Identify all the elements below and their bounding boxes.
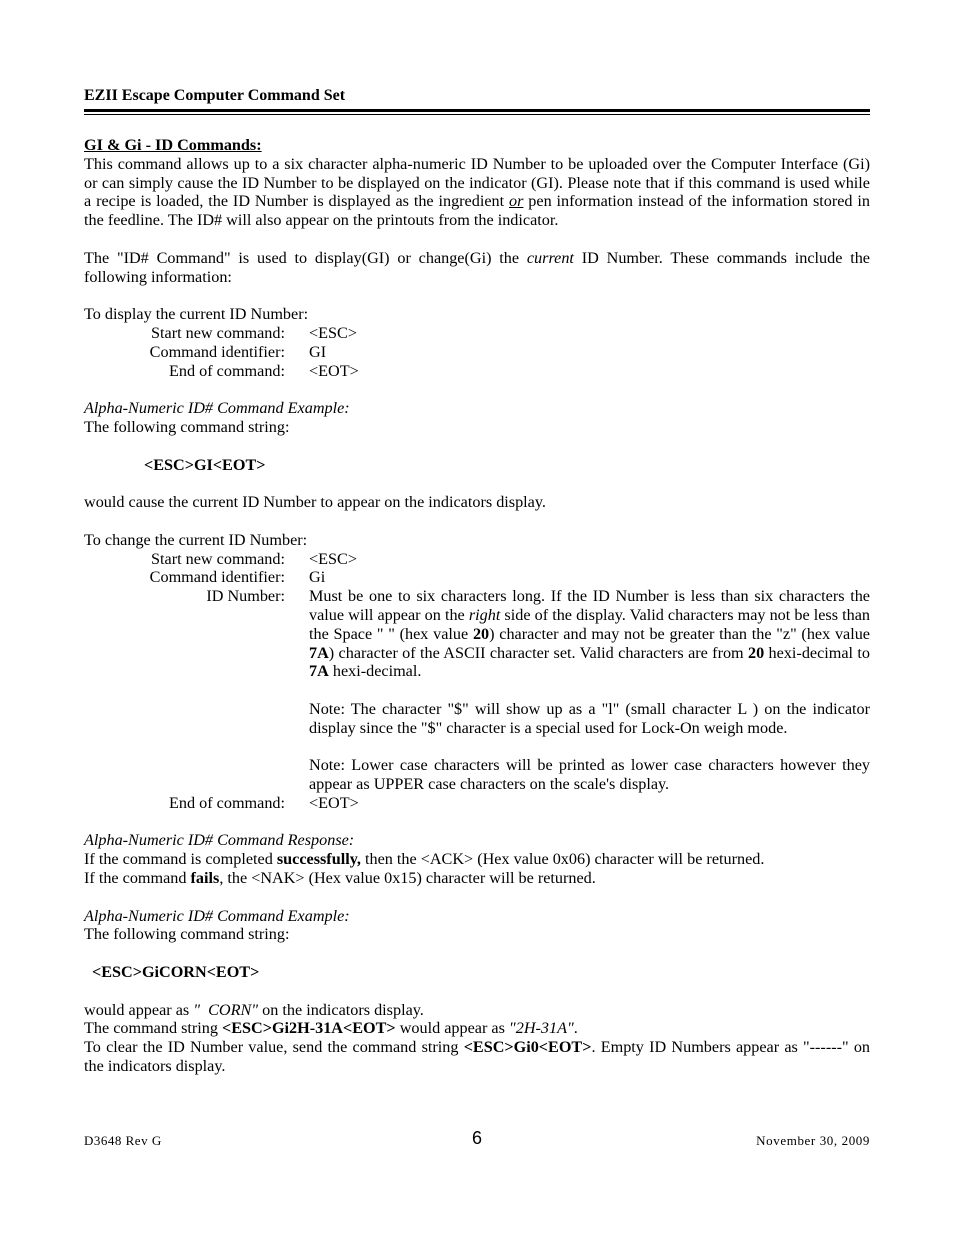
note-lowercase: Note: Lower case characters will be printed as lower case characters however they appear as UPPER case characters on the scale's display.: [309, 756, 870, 794]
intro-paragraph: [84, 155, 870, 230]
example2-command: <ESC>GiCORN<EOT>: [92, 963, 260, 982]
row-label: Command identifier:: [149, 568, 285, 587]
display-row: [84, 362, 870, 381]
change-row: [84, 794, 870, 813]
example-intro: The following command string:: [84, 417, 290, 436]
section-title: GI & Gi - ID Commands:: [84, 136, 262, 154]
intro-text-a: This command allows up to a six character alpha-numeric ID Number to be uploaded over the Computer Interface (Gi) or can simply cause the ID Number to be displayed on the indicator (GI). Please note that if this command is used while a recipe is loaded, the ID Number is displayed as the ingredient: [84, 154, 870, 211]
header-rule-thin: [84, 114, 870, 115]
change-heading: To change the current ID Number:: [84, 530, 308, 549]
id-number-description: Must be one to six characters long. If the ID Number is less than six characters the value will appear on the right side of the display. Valid characters may not be less than the Space " " (hex value 20) character and may not be greater than the "z" (hex value 7A) character of the ASCII character set. Valid characters are from 20 hexi-decimal to 7A hexi-decimal.: [309, 587, 870, 681]
display-heading: To display the current ID Number:: [84, 305, 309, 324]
display-row: [84, 324, 870, 343]
p2-text-a: The "ID# Command" is used to display(GI) or change(Gi) the: [84, 248, 527, 267]
row-label: Start new command:: [151, 549, 285, 568]
row-label: ID Number:: [206, 587, 285, 606]
example-result: would cause the current ID Number to appear on the indicators display.: [84, 493, 546, 512]
intro-text-b: pen information instead of the information stored in the feedline. The ID# will also appear on the printouts from the indicator.: [84, 192, 870, 230]
change-row: [84, 568, 870, 587]
page-footer: [84, 1128, 870, 1150]
p2-current: current: [526, 248, 574, 267]
example2-line3: To clear the ID Number value, send the command string <ESC>Gi0<EOT>. Empty ID Numbers appear as "------" on the indicators display.: [84, 1038, 871, 1076]
page-header-title: EZII Escape Computer Command Set: [84, 87, 346, 104]
response-success: If the command is completed successfully, then the <ACK> (Hex value 0x06) character will be returned.: [84, 850, 765, 869]
intro-or: or: [509, 192, 524, 211]
row-label: Command identifier:: [149, 342, 285, 361]
p2-text-b: ID Number. These commands include the following information:: [84, 248, 870, 286]
row-value: <ESC>: [309, 549, 357, 568]
footer-date: November 30, 2009: [756, 1133, 870, 1148]
example-command: <ESC>GI<EOT>: [144, 455, 266, 474]
display-row: [84, 343, 870, 362]
example2-line1: would appear as " CORN" on the indicators display.: [84, 1000, 424, 1019]
header-rule-thick: [84, 109, 870, 112]
example2-title: Alpha-Numeric ID# Command Example:: [84, 906, 350, 925]
row-value: <ESC>: [309, 323, 357, 342]
response-title: Alpha-Numeric ID# Command Response:: [84, 831, 355, 850]
response-fail: If the command fails, the <NAK> (Hex value 0x15) character will be returned.: [84, 869, 596, 888]
change-row: [84, 700, 870, 738]
row-label: End of command:: [169, 793, 285, 812]
example-title: Alpha-Numeric ID# Command Example:: [84, 399, 350, 418]
footer-page-number: 6: [471, 1128, 482, 1148]
change-row: [84, 550, 870, 569]
page-content: [84, 136, 870, 1076]
example2-intro: The following command string:: [84, 925, 290, 944]
row-label: Start new command:: [151, 323, 285, 342]
example2-line2: The command string <ESC>Gi2H-31A<EOT> would appear as "2H-31A".: [84, 1019, 578, 1038]
footer-doc-id: D3648 Rev G: [84, 1133, 162, 1148]
change-row: [84, 587, 870, 681]
change-row: [84, 756, 870, 794]
row-value: <EOT>: [309, 361, 359, 380]
id-command-paragraph: [84, 249, 870, 287]
row-value: Gi: [309, 568, 326, 587]
note-dollar: Note: The character "$" will show up as a "l" (small character L ) on the indicator display since the "$" character is a special used for Lock-On weigh mode.: [309, 699, 870, 737]
row-value: <EOT>: [309, 793, 359, 812]
row-label: End of command:: [169, 361, 285, 380]
row-value: GI: [309, 342, 327, 361]
